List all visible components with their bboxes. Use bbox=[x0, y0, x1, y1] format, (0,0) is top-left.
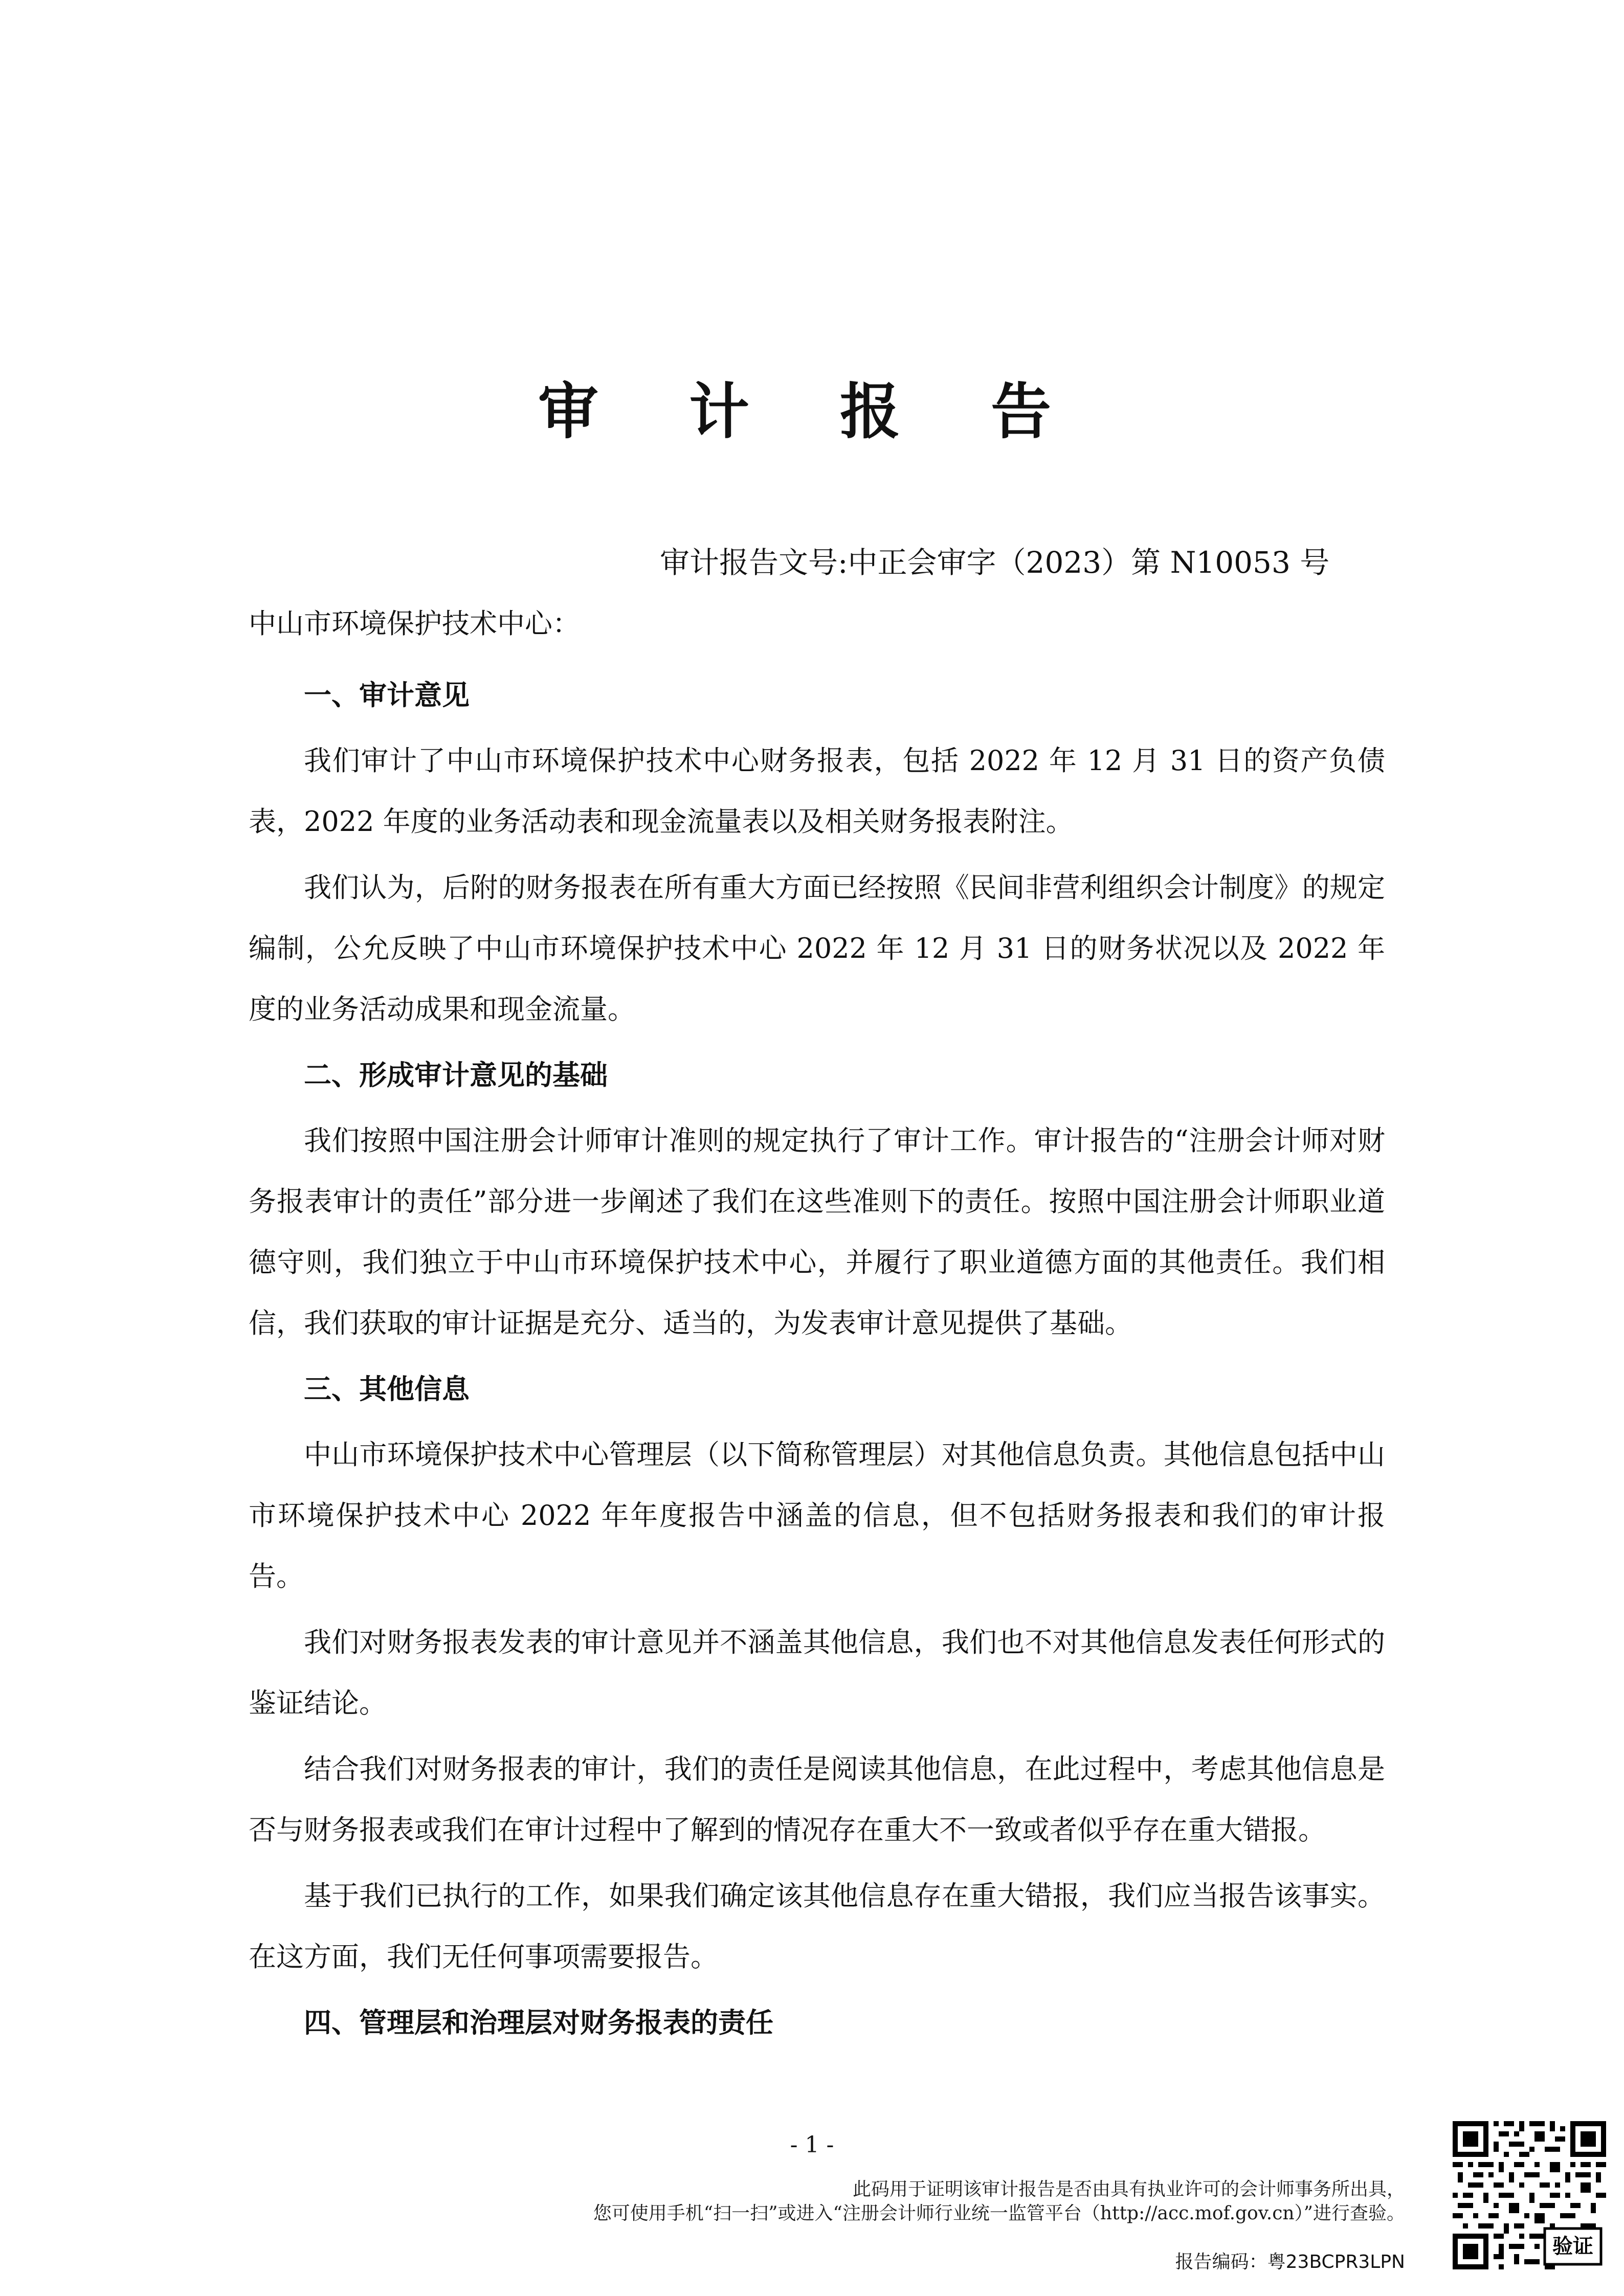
verification-line-1: 此码用于证明该审计报告是否由具有执业许可的会计师事务所出具， bbox=[852, 2179, 1405, 2200]
paragraph: 我们审计了中山市环境保护技术中心财务报表，包括 2022 年 12 月 31 日的资产负债表，2022 年度的业务活动表和现金流量表以及相关财务报表附注。 bbox=[249, 745, 1385, 838]
qr-verify-label: 验证 bbox=[1552, 2235, 1593, 2258]
section-heading-audit-opinion: 一、审计意见 bbox=[304, 679, 470, 711]
report-code: 报告编码：粤23BCPR3LPN bbox=[1175, 2252, 1405, 2272]
verification-line-2: 您可使用手机“扫一扫”或进入“注册会计师行业统一监管平台（http://acc.mof.gov.cn）”进行查验。 bbox=[593, 2203, 1405, 2224]
section-heading-management-responsibility: 四、管理层和治理层对财务报表的责任 bbox=[304, 2007, 773, 2039]
section-heading-other-information: 三、其他信息 bbox=[304, 1373, 470, 1405]
page-title: 审 计 报 告 bbox=[538, 376, 1086, 447]
qr-code[interactable] bbox=[1453, 2121, 1606, 2269]
report-body bbox=[249, 665, 1385, 2058]
section-heading-basis-for-opinion: 二、形成审计意见的基础 bbox=[304, 1059, 608, 1091]
paragraph: 结合我们对财务报表的审计，我们的责任是阅读其他信息，在此过程中，考虑其他信息是否与财务报表或我们在审计过程中了解到的情况存在重大不一致或者似乎存在重大错报。 bbox=[249, 1753, 1385, 1846]
paragraph: 基于我们已执行的工作，如果我们确定该其他信息存在重大错报，我们应当报告该事实。在这方面，我们无任何事项需要报告。 bbox=[249, 1880, 1385, 1973]
page-number: - 1 - bbox=[790, 2132, 834, 2158]
paragraph: 中山市环境保护技术中心管理层（以下简称管理层）对其他信息负责。其他信息包括中山市环境保护技术中心 2022 年年度报告中涵盖的信息，但不包括财务报表和我们的审计报告。 bbox=[249, 1438, 1385, 1592]
addressee: 中山市环境保护技术中心： bbox=[249, 607, 580, 640]
verification-notice bbox=[593, 2177, 1405, 2225]
report-reference-number: 审计报告文号:中正会审字（2023）第 N10053 号 bbox=[660, 545, 1330, 580]
paragraph: 我们按照中国注册会计师审计准则的规定执行了审计工作。审计报告的“注册会计师对财务报表审计的责任”部分进一步阐述了我们在这些准则下的责任。按照中国注册会计师职业道德守则，我们独立于中山市环境保护技术中心，并履行了职业道德方面的其他责任。我们相信，我们获取的审计证据是充分、适当的，为发表审计意见提供了基础。 bbox=[249, 1124, 1385, 1339]
paragraph: 我们对财务报表发表的审计意见并不涵盖其他信息，我们也不对其他信息发表任何形式的鉴证结论。 bbox=[249, 1626, 1385, 1719]
paragraph: 我们认为，后附的财务报表在所有重大方面已经按照《民间非营利组织会计制度》的规定编制，公允反映了中山市环境保护技术中心 2022 年 12 月 31 日的财务状况以及 2022 年度的业务活动成果和现金流量。 bbox=[249, 871, 1385, 1025]
